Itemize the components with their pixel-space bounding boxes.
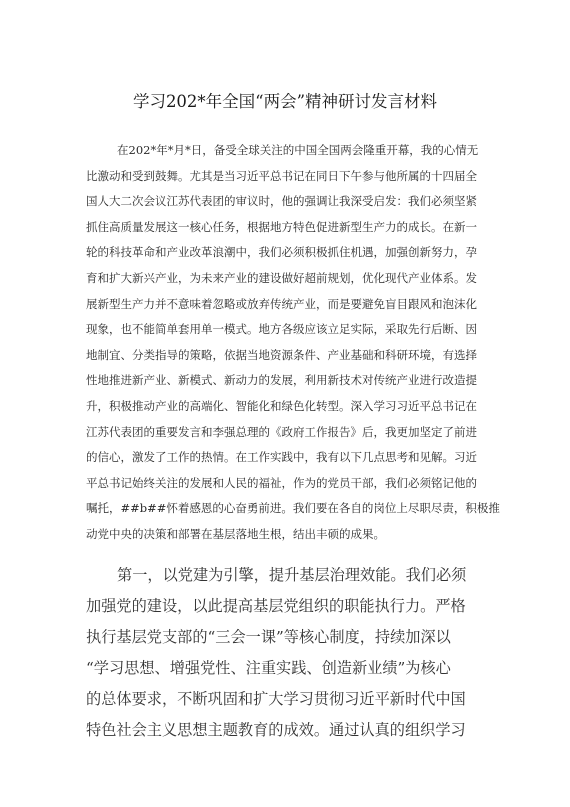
paragraph-line: 在202*年*月*日，备受全球关注的中国全国两会隆重开幕，我的心情无	[117, 143, 479, 157]
paragraph-line: 的总体要求，不断巩固和扩大学习贯彻习近平新时代中国	[86, 690, 466, 708]
paragraph-line: 比激动和受到鼓舞。尤其是当习近平总书记在同日下午参与他所属的十四届全	[86, 168, 477, 183]
paragraph-line: 升，积极推动产业的高端化、智能化和绿色化转型。深入学习习近平总书记在	[86, 398, 477, 413]
intro-paragraph	[86, 138, 500, 548]
paragraph-line: 地制宜、分类指导的策略，依据当地资源条件、产业基础和科研环境，有选择	[86, 347, 477, 362]
paragraph-line: 展新型生产力并不意味着忽略或放弃传统产业，而是要避免盲目跟风和泡沫化	[86, 296, 477, 311]
paragraph-line: 抓住高质量发展这一核心任务，根据地方特色促进新型生产力的成长。在新一	[86, 219, 477, 234]
paragraph-line: 的信心，激发了工作的热情。在工作实践中，我有以下几点思考和见解。习近	[86, 450, 477, 465]
paragraph-line: 国人大二次会议江苏代表团的审议时，他的强调让我深受启发：我们必须坚紧	[86, 194, 477, 209]
paragraph-line: 现象，也不能简单套用单一模式。地方各级应该立足实际，采取先行后断、因	[86, 322, 477, 337]
paragraph-line: 平总书记始终关注的发展和人民的福祉，作为的党员干部，我们必须铭记他的	[86, 475, 477, 490]
paragraph-line: 轮的科技革命和产业改革浪潮中，我们必须积极抓住机遇，加强创新努力，孕	[86, 245, 477, 260]
section-one-paragraph	[86, 560, 496, 746]
document-title: 学习202*年全国“两会”精神研讨发言材料	[132, 92, 438, 111]
paragraph-line: 第一，以党建为引擎，提升基层治理效能。我们必须	[117, 566, 467, 584]
paragraph-line: 特色社会主义思想主题教育的成效。通过认真的组织学习	[86, 721, 466, 739]
paragraph-line: 江苏代表团的重要发言和李强总理的《政府工作报告》后，我更加坚定了前进	[86, 424, 477, 439]
paragraph-line: “学习思想、增强党性、注重实践、创造新业绩”为核心	[86, 659, 451, 677]
paragraph-line: 加强党的建设，以此提高基层党组织的职能执行力。严格	[86, 597, 466, 615]
paragraph-line: 动党中央的决策和部署在基层落地生根，结出丰硕的成果。	[86, 526, 385, 541]
paragraph-line: 性地推进新产业、新模式、新动力的发展，利用新技术对传统产业进行改造提	[86, 373, 477, 388]
paragraph-line: 嘱托，##b##怀着感恩的心奋勇前进。我们要在各自的岗位上尽职尽责，积极推	[86, 501, 500, 516]
paragraph-line: 育和扩大新兴产业，为未来产业的建设做好超前规划，优化现代产业体系。发	[86, 270, 477, 285]
paragraph-line: 执行基层党支部的“三会一课”等核心制度，持续加深以	[86, 628, 451, 646]
